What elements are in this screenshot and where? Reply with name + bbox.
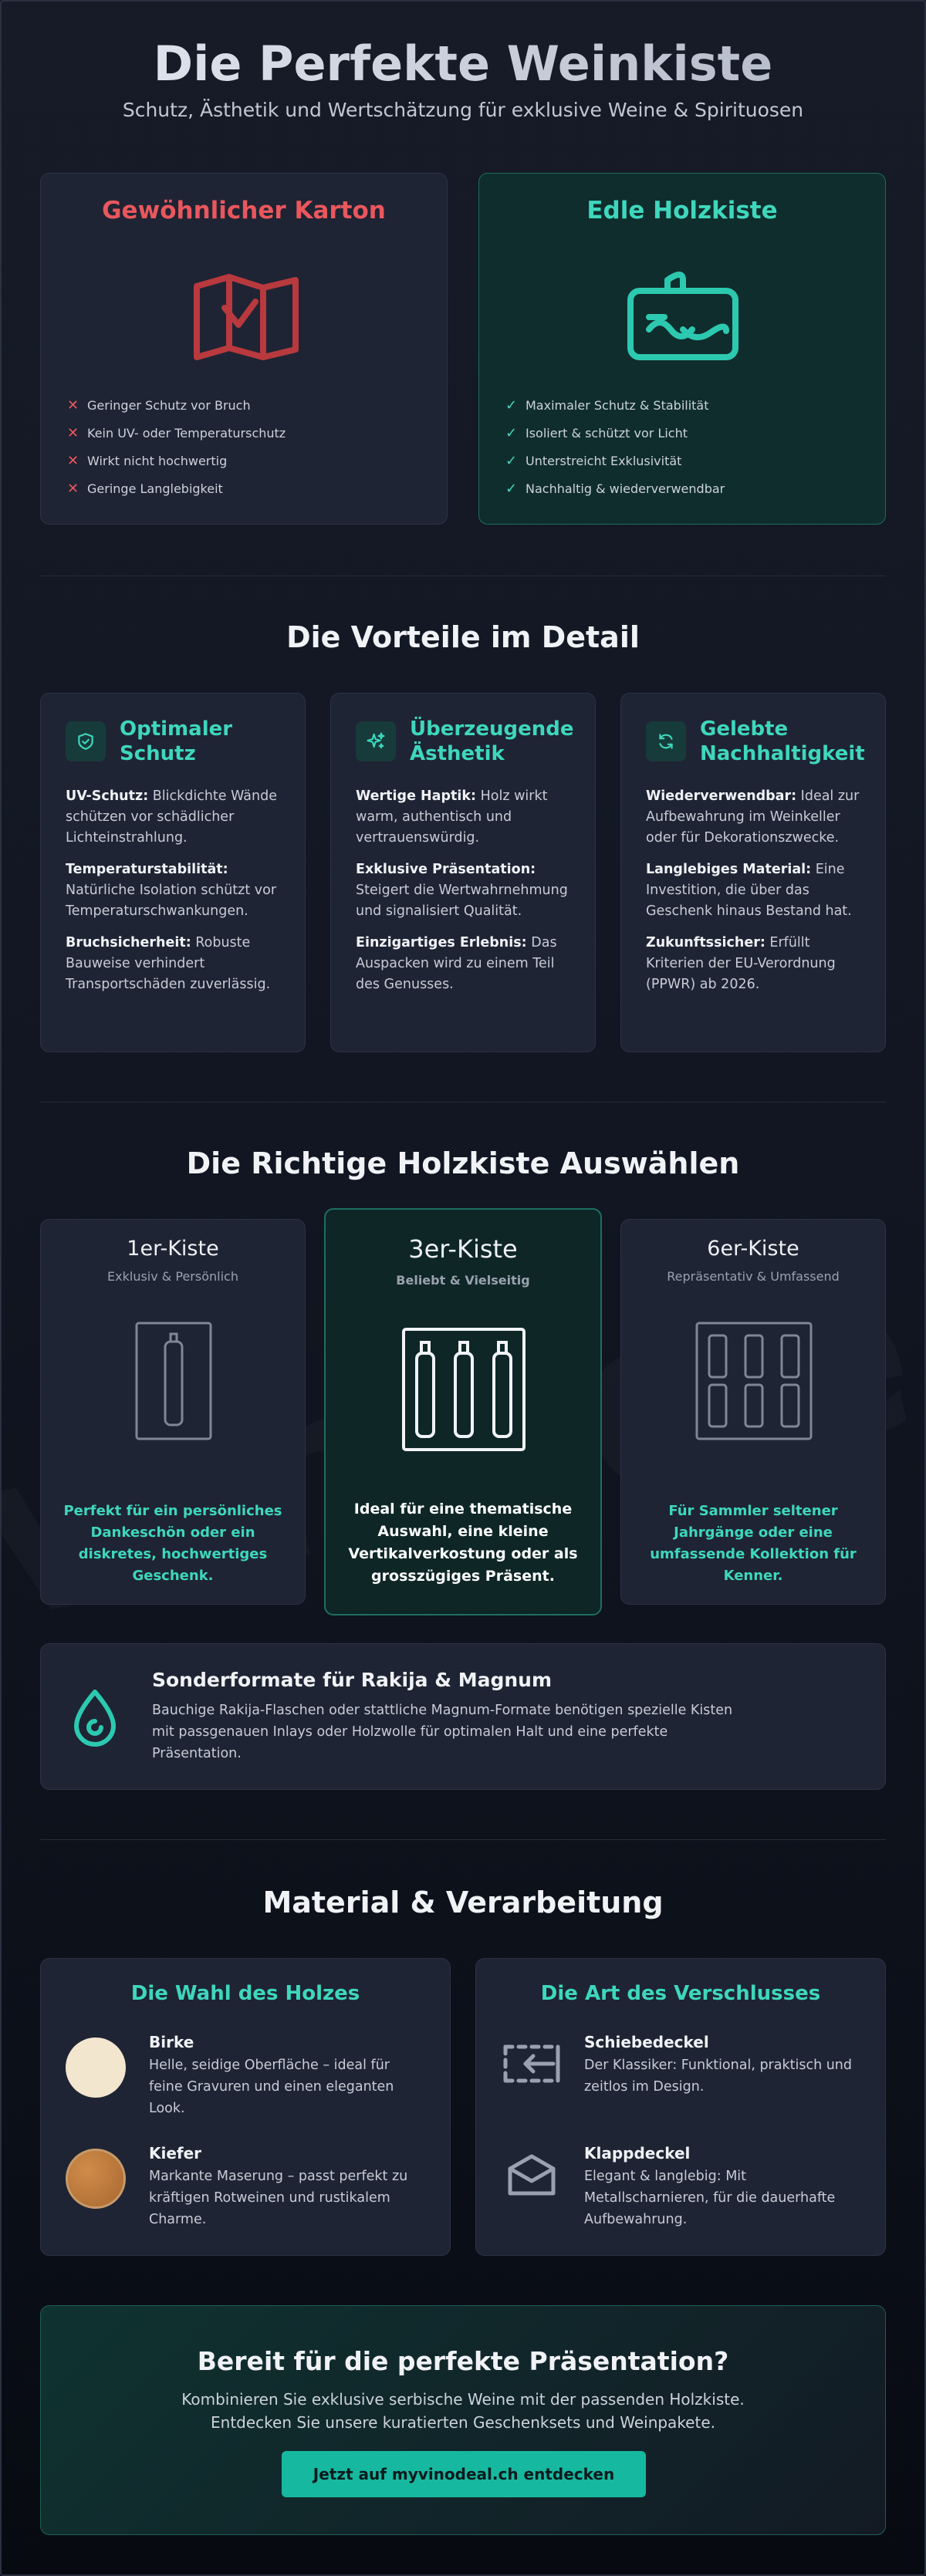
birch-swatch <box>66 2038 126 2098</box>
benefit-item: Exklusive Präsentation: Steigert die Wertwahrnehmung und signalisiert Qualität. <box>356 862 568 919</box>
list-item: ✕ Geringe Langlebigkeit <box>67 480 223 497</box>
benefit-card-protection <box>40 693 306 1052</box>
benefit-title: Optimaler Schutz <box>120 717 233 765</box>
closure-option-sliding: Schiebedeckel Der Klassiker: Funktional, praktisch und zeitlos im Design. <box>501 2033 862 2118</box>
box-card-1[interactable] <box>40 1219 306 1605</box>
divider <box>40 1839 886 1840</box>
box-description: Ideal für eine thematische Auswahl, eine kleine Vertikalverkostung oder als grosszügiges Präsent. <box>348 1501 578 1585</box>
wooden-box-icon <box>626 269 740 365</box>
box-card-3[interactable] <box>324 1208 602 1615</box>
benefit-item: Wiederverwendbar: Ideal zur Aufbewahrung im Weinkeller oder für Dekorationszwecke. <box>646 788 860 846</box>
special-formats-text: Bauchige Rakija-Flaschen oder stattliche Magnum-Formate benötigen spezielle Kisten mit passgenauen Inlays oder Holzwolle für optimalen Halt und eine perfekte Präsentation. <box>152 1703 733 1761</box>
wooden-list <box>505 391 725 502</box>
closure-choice-card <box>475 1958 886 2256</box>
list-item: ✓ Nachhaltig & wiederverwendbar <box>505 480 725 497</box>
cta-button[interactable]: Jetzt auf myvinodeal.ch entdecken <box>282 2451 646 2497</box>
pine-swatch <box>66 2149 126 2209</box>
special-formats-title: Sonderformate für Rakija & Magnum <box>152 1669 553 1691</box>
benefit-title: Überzeugende Ästhetik <box>410 717 574 765</box>
box-description: Für Sammler seltener Jahrgänge oder eine umfassende Kollektion für Kenner. <box>650 1503 857 1584</box>
box-tagline: Beliebt & Vielseitig <box>396 1273 530 1288</box>
box-description: Perfekt für ein persönliches Dankeschön oder ein diskretes, hochwertiges Geschenk. <box>63 1503 282 1584</box>
x-icon: ✕ <box>67 480 79 497</box>
cardboard-list <box>67 391 286 502</box>
wood-choice-heading: Die Wahl des Holzes <box>130 1982 360 2005</box>
check-icon: ✓ <box>505 452 518 469</box>
list-item: ✓ Unterstreicht Exklusivität <box>505 452 682 469</box>
benefit-item: Zukunftssicher: Erfüllt Kriterien der EU-Verordnung (PPWR) ab 2026. <box>646 935 836 992</box>
list-item: ✓ Maximaler Schutz & Stabilität <box>505 397 709 414</box>
box-tagline: Repräsentativ & Umfassend <box>667 1269 840 1284</box>
list-item: ✕ Wirkt nicht hochwertig <box>67 452 228 469</box>
x-icon: ✕ <box>67 424 79 441</box>
special-formats-card <box>40 1643 886 1790</box>
card-cardboard <box>40 173 448 525</box>
material-title: Material & Verarbeitung <box>262 1886 664 1919</box>
card-wooden-box <box>478 173 886 525</box>
x-icon: ✕ <box>67 452 79 469</box>
x-icon: ✕ <box>67 397 79 414</box>
selection-title: Die Richtige Holzkiste Auswählen <box>186 1146 740 1180</box>
broken-box-icon <box>191 271 302 366</box>
droplet-icon <box>72 1689 118 1751</box>
three-bottle-box-icon <box>401 1327 526 1455</box>
cta-section <box>40 2305 886 2535</box>
benefit-item: UV-Schutz: Blickdichte Wände schützen vor schädlicher Lichteinstrahlung. <box>66 788 277 846</box>
cta-title: Bereit für die perfekte Präsentation? <box>197 2346 729 2376</box>
box-tagline: Exklusiv & Persönlich <box>107 1269 238 1284</box>
box-name: 6er-Kiste <box>707 1237 799 1261</box>
check-icon: ✓ <box>505 397 518 414</box>
benefit-item: Bruchsicherheit: Robuste Bauweise verhindert Transportschäden zuverlässig. <box>66 935 271 992</box>
hinged-lid-icon <box>505 2149 558 2204</box>
page-subtitle: Schutz, Ästhetik und Wertschätzung für exklusive Weine & Spirituosen <box>122 99 804 121</box>
sliding-lid-icon <box>502 2041 561 2090</box>
benefit-card-sustainability <box>620 693 886 1052</box>
box-name: 1er-Kiste <box>127 1237 219 1261</box>
check-icon: ✓ <box>505 480 518 497</box>
benefit-item: Temperaturstabilität: Natürliche Isolation schützt vor Temperaturschwankungen. <box>66 862 277 919</box>
closure-choice-heading: Die Art des Verschlusses <box>540 1982 821 2005</box>
shield-check-icon <box>66 721 106 761</box>
check-icon: ✓ <box>505 424 518 441</box>
benefit-item: Wertige Haptik: Holz wirkt warm, authentisch und vertrauenswürdig. <box>356 788 548 846</box>
sparkles-icon <box>356 721 396 761</box>
page-title: Die Perfekte Weinkiste <box>0 35 926 92</box>
wood-option-birch: Birke Helle, seidige Oberfläche – ideal für feine Gravuren und einen eleganten Look. <box>66 2033 427 2118</box>
benefit-item: Einzigartiges Erlebnis: Das Auspacken wird zu einem Teil des Genusses. <box>356 935 557 992</box>
single-bottle-box-icon <box>135 1322 212 1443</box>
six-bottle-box-icon <box>695 1322 813 1443</box>
list-item: ✓ Isoliert & schützt vor Licht <box>505 424 688 441</box>
benefit-item: Langlebiges Material: Eine Investition, die über das Geschenk hinaus Bestand hat. <box>646 862 852 919</box>
wood-choice-card <box>40 1958 451 2256</box>
list-item: ✕ Kein UV- oder Temperaturschutz <box>67 424 286 441</box>
benefits-title: Die Vorteile im Detail <box>286 620 640 654</box>
closure-option-hinged: Klappdeckel Elegant & langlebig: Mit Metallscharnieren, für die dauerhafte Aufbewahrung. <box>501 2144 862 2229</box>
box-name: 3er-Kiste <box>408 1234 518 1264</box>
list-item: ✕ Geringer Schutz vor Bruch <box>67 397 251 414</box>
card-cardboard-title: Gewöhnlicher Karton <box>102 197 386 225</box>
box-card-6[interactable] <box>620 1219 886 1605</box>
benefit-card-aesthetics <box>330 693 596 1052</box>
card-wooden-title: Edle Holzkiste <box>586 197 778 225</box>
recycle-icon <box>646 721 686 761</box>
wood-option-pine: Kiefer Markante Maserung – passt perfekt zu kräftigen Rotweinen und rustikalem Charme. <box>66 2144 427 2229</box>
cta-text: Kombinieren Sie exklusive serbische Weine mit der passenden Holzkiste. Entdecken Sie unsere kuratierten Geschenksets und Weinpakete. <box>181 2390 745 2432</box>
benefit-title: Gelebte Nachhaltigkeit <box>700 717 865 765</box>
